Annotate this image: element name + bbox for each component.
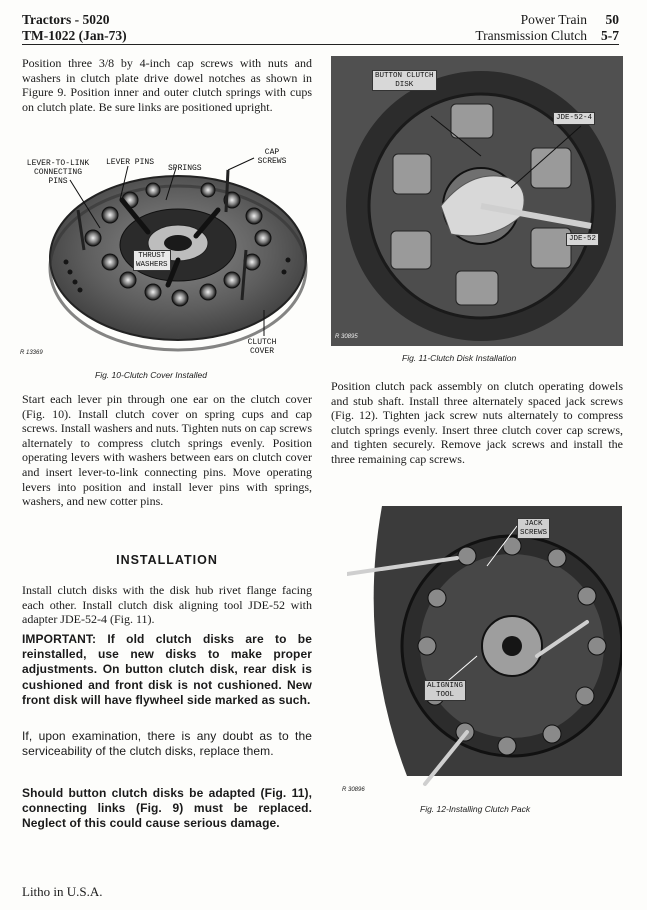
figure-10-reference: R 13369 bbox=[20, 350, 43, 356]
header-right-page1: 50 bbox=[605, 12, 619, 27]
figure-10-caption: Fig. 10-Clutch Cover Installed bbox=[95, 370, 207, 380]
clutch-pack-illustration bbox=[347, 506, 622, 791]
header-right-title1: Power Train bbox=[520, 12, 587, 27]
figure-11-photo bbox=[331, 56, 623, 346]
label-jde-52: JDE-52 bbox=[566, 233, 599, 246]
paragraph-install-disks: Install clutch disks with the disk hub rivet flange facing each other. Install clutch disk aligning tool JDE-52 with adapter JDE-52-4 (Fig. 11). bbox=[22, 583, 312, 627]
label-springs: SPRINGS bbox=[168, 164, 202, 173]
paragraph-lever-pins: Start each lever pin through one ear on the clutch cover (Fig. 10). Install clutch cover on spring cups and cap screws. Install washers and nuts. Tighten nuts on cap screws alternately to compress clutch springs evenly. Position operating levers with washers between ears on clutch cover and insert lever-to-link connecting pins. Move operating levers into position and install lever pins with springs, washers, and new cotter pins. bbox=[22, 392, 312, 509]
header-left-line2: TM-1022 (Jan-73) bbox=[22, 28, 127, 43]
paragraph-clutch-pack: Position clutch pack assembly on clutch operating dowels and stub shaft. Install three alternately spaced jack screws (Fig. 12). Tighten jack screw nuts alternately to compress clutch springs evenly. Insert three clutch cover cap screws, and tighten securely. Remove jack screws and install the three remaining cap screws. bbox=[331, 379, 623, 466]
label-cap-screws: CAP SCREWS bbox=[257, 148, 287, 166]
header-rule bbox=[22, 44, 619, 45]
paragraph-serviceability: If, upon examination, there is any doubt as to the serviceability of the clutch disks, replace them. bbox=[22, 729, 312, 759]
installation-heading: INSTALLATION bbox=[116, 553, 218, 567]
label-lever-to-link-pins: LEVER-TO-LINK CONNECTING PINS bbox=[26, 159, 90, 186]
footer-litho: Litho in U.S.A. bbox=[22, 884, 103, 899]
label-jde-52-4: JDE-52-4 bbox=[553, 112, 595, 125]
label-aligning-tool: ALIGNING TOOL bbox=[424, 680, 466, 701]
header-left-line1: Tractors - 5020 bbox=[22, 12, 110, 27]
intro-paragraph: Position three 3/8 by 4-inch cap screws with nuts and washers in clutch plate drive dowel notches as shown in Figure 9. Position inner and outer clutch springs with cups on clutch plate. Be sure links are positioned upright. bbox=[22, 56, 312, 114]
important-note: IMPORTANT: If old clutch disks are to be reinstalled, use new disks to make proper adjustments. On button clutch disk, rear disk is cushioned and front disk is not cushioned. New front disk will have flywheel side marked as such. bbox=[22, 632, 312, 707]
label-thrust-washers: THRUST WASHERS bbox=[133, 250, 171, 271]
figure-11-caption: Fig. 11-Clutch Disk Installation bbox=[402, 353, 517, 363]
paragraph-button-disks: Should button clutch disks be adapted (Fig. 11), connecting links (Fig. 9) must be replaced. Neglect of this could cause serious damage. bbox=[22, 786, 312, 831]
clutch-disk-illustration bbox=[331, 56, 623, 346]
figure-12-reference: R 30896 bbox=[342, 787, 365, 793]
label-lever-pins: LEVER PINS bbox=[106, 158, 155, 167]
label-clutch-cover: CLUTCH COVER bbox=[247, 338, 277, 356]
figure-11-reference: R 30895 bbox=[335, 334, 358, 340]
figure-12-photo bbox=[347, 506, 622, 791]
header-right-page2: 5-7 bbox=[601, 28, 619, 43]
header-right-title2: Transmission Clutch bbox=[475, 28, 587, 43]
label-jack-screws: JACK SCREWS bbox=[517, 518, 550, 539]
label-button-clutch-disk: BUTTON CLUTCH DISK bbox=[372, 70, 437, 91]
figure-12-caption: Fig. 12-Installing Clutch Pack bbox=[420, 804, 531, 814]
